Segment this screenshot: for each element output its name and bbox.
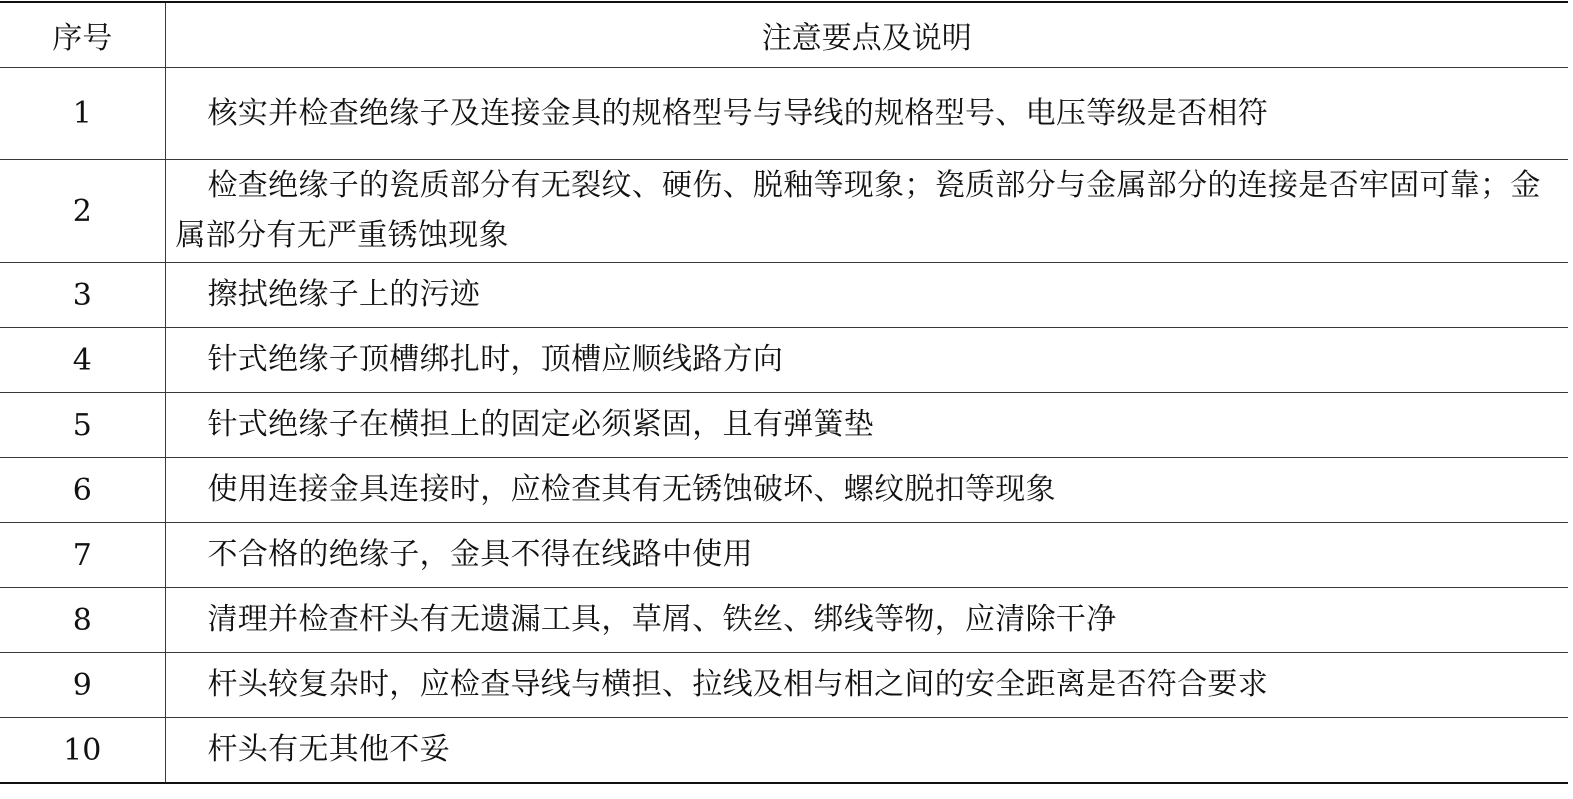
row-text: 不合格的绝缘子，金具不得在线路中使用 xyxy=(165,523,1568,588)
table-row xyxy=(0,160,1568,263)
row-text: 擦拭绝缘子上的污迹 xyxy=(165,263,1568,328)
row-text: 针式绝缘子在横担上的固定必须紧固，且有弹簧垫 xyxy=(165,393,1568,458)
row-number: 4 xyxy=(0,328,165,393)
table-row xyxy=(0,393,1568,458)
header-description: 注意要点及说明 xyxy=(165,2,1568,68)
table-row xyxy=(0,458,1568,523)
row-number: 10 xyxy=(0,718,165,784)
row-number: 3 xyxy=(0,263,165,328)
table-row xyxy=(0,653,1568,718)
table-row xyxy=(0,523,1568,588)
row-text: 针式绝缘子顶槽绑扎时，顶槽应顺线路方向 xyxy=(165,328,1568,393)
row-number: 7 xyxy=(0,523,165,588)
row-number: 1 xyxy=(0,68,165,160)
row-number: 2 xyxy=(0,160,165,263)
row-text: 使用连接金具连接时，应检查其有无锈蚀破坏、螺纹脱扣等现象 xyxy=(165,458,1568,523)
row-text: 杆头有无其他不妥 xyxy=(165,718,1568,784)
table-row xyxy=(0,68,1568,160)
row-text: 核实并检查绝缘子及连接金具的规格型号与导线的规格型号、电压等级是否相符 xyxy=(165,68,1568,160)
row-text: 杆头较复杂时，应检查导线与横担、拉线及相与相之间的安全距离是否符合要求 xyxy=(165,653,1568,718)
row-number: 9 xyxy=(0,653,165,718)
row-number: 5 xyxy=(0,393,165,458)
table-header-row xyxy=(0,2,1568,68)
row-number: 8 xyxy=(0,588,165,653)
row-number: 6 xyxy=(0,458,165,523)
row-text: 清理并检查杆头有无遗漏工具，草屑、铁丝、绑线等物，应清除干净 xyxy=(165,588,1568,653)
table-row xyxy=(0,263,1568,328)
header-number: 序号 xyxy=(0,2,165,68)
table-row xyxy=(0,718,1568,784)
table-row xyxy=(0,328,1568,393)
table-row xyxy=(0,588,1568,653)
inspection-notes-table xyxy=(0,1,1568,784)
row-text: 检查绝缘子的瓷质部分有无裂纹、硬伤、脱釉等现象；瓷质部分与金属部分的连接是否牢固可靠；金属部分有无严重锈蚀现象 xyxy=(165,160,1568,263)
